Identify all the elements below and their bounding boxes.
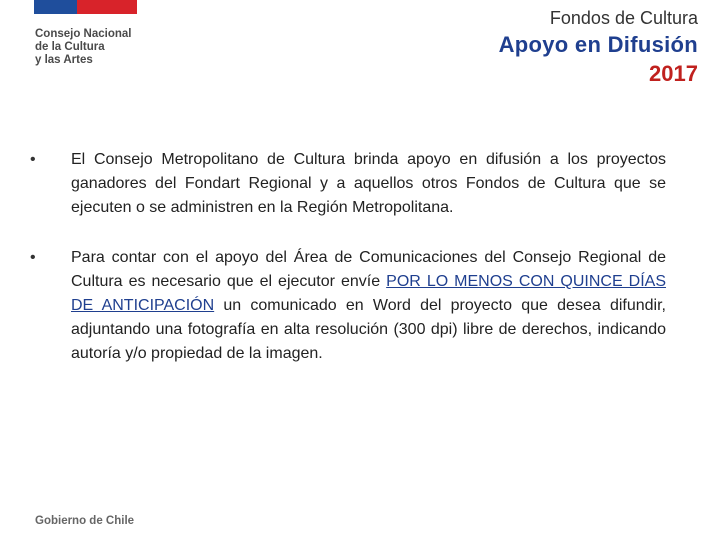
slide-title: Apoyo en Difusión (498, 32, 698, 57)
slide-header (499, 6, 698, 88)
bullet-text-post: un comunicado en Word del proyecto que desea difundir, adjuntando una fotografía en alta resolución (300 dpi) libre de derechos, indicando autoría y/o propiedad de la imagen. (71, 297, 667, 362)
bullet-item (30, 148, 666, 220)
org-logo-line-2: de la Cultura (35, 41, 105, 53)
bullet-text (71, 246, 666, 366)
footer-logo: Gobierno de Chile (35, 515, 135, 527)
bullet-text: El Consejo Metropolitano de Cultura brinda apoyo en difusión a los proyectos ganadores del Fondart Regional y a aquellos otros Fondos de Cultura que se ejecuten o se administren en la Región Metropolitana. (71, 151, 666, 216)
org-logo-line-3: y las Artes (35, 54, 93, 66)
org-logo (35, 28, 132, 67)
bullet-text-pre: Para contar con el apoyo del Área de Comunicaciones del Consejo Regional de Cultura es necesario que el ejecutor envíe (71, 249, 666, 290)
flag-blue-segment (34, 0, 77, 14)
slide-subtitle: Fondos de Cultura (549, 8, 698, 28)
bullet-icon: • (30, 151, 36, 168)
org-logo-line-1: Consejo Nacional (35, 28, 132, 40)
flag-bar (34, 0, 137, 14)
bullet-item (30, 246, 666, 366)
bullet-icon: • (30, 249, 36, 266)
underlined-deadline-link[interactable]: POR LO MENOS CON QUINCE DÍAS DE ANTICIPACIÓN (71, 273, 666, 314)
bullet-list (30, 148, 666, 392)
flag-red-segment (77, 0, 137, 14)
slide-year: 2017 (649, 61, 698, 86)
